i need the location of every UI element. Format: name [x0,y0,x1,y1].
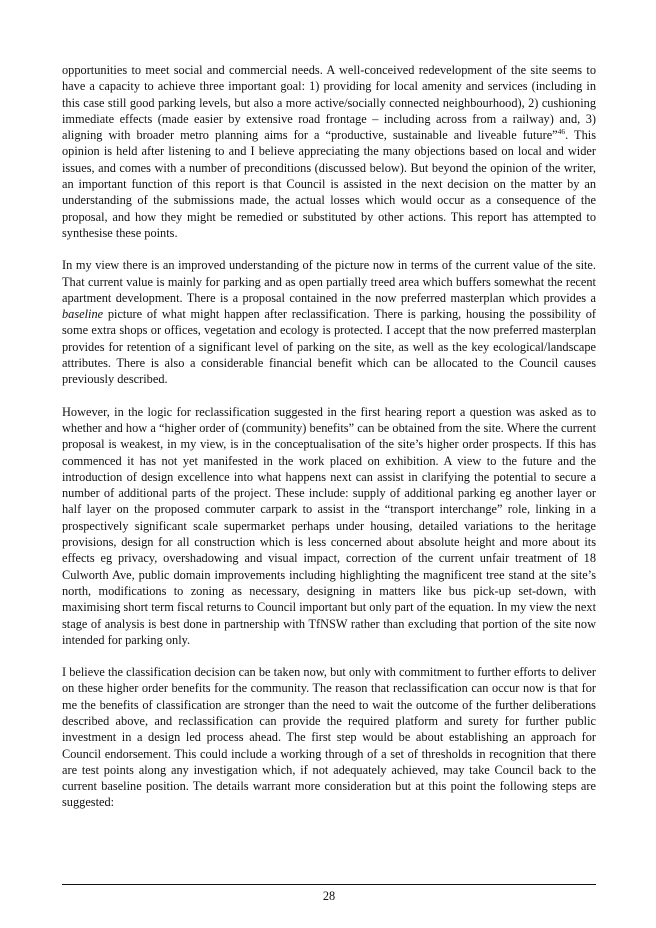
paragraph-2-emphasis-baseline: baseline [62,307,104,322]
document-page [62,62,596,827]
paragraph-1-text-b: . This opinion is held after listening to and I believe appreciating the many objections based on local and wider issues, and comes with a number of preconditions (discussed below). But beyond the opinion of the writer, an important function of this report is that Council is assisted in the next decision on the matter by an understanding of the submissions made, the actual losses which would occur as a consequence of the proposal, and how they might be remedied or substituted by other actions. This report has attempted to synthesise these points. [62,128,596,240]
paragraph-3: However, in the logic for reclassification suggested in the first hearing report a question was asked as to whether and how a “higher order of (community) benefits” can be obtained from the site. Where the current proposal is weakest, in my view, is in the conceptualisation of the site’s higher order prospects. If this has commenced it has not yet manifested in the work placed on exhibition. A view to the future and the introduction of design excellence into what happens next can assist in clarifying the potential to secure a number of additional parts of the project. These include: supply of additional parking eg another layer or half layer on the proposed commuter carpark to assist in the “transport interchange” role, linking in a prospectively significant scale supermarket perhaps under housing, detailed variations to the heritage provisions, design for all construction which is less concerned about absolute height and more about its effects eg privacy, overshadowing and visual impact, correction of the current unfair treatment of 18 Culworth Ave, public domain improvements including highlighting the magnificent tree stand at the site’s north, modifications to zoning as necessary, designing in matters like bus pick-up set-down, with maximising short term fiscal returns to Council important but only part of the equation. In my view the next stage of analysis is best done in partnership with TfNSW rather than excluding that portion of the site now intended for parking only. [62,404,596,647]
paragraph-2 [62,257,596,387]
paragraph-1 [62,62,596,241]
paragraph-2-text-a: In my view there is an improved understanding of the picture now in terms of the current value of the site. That current value is mainly for parking and as open partially treed area which buffers somewhat the recent apartment development. There is a proposal contained in the now preferred masterplan which provides a [62,258,596,305]
paragraph-2-text-b: picture of what might happen after reclassification. There is parking, housing the possibility of some extra shops or offices, vegetation and ecology is protected. I accept that the now preferred masterplan provides for retention of a significant level of parking on the site, as well as the key ecological/landscape attributes. There is also a considerable financial benefit which can be allocated to the Council causes previously described. [62,307,596,387]
footnote-reference-46[interactable]: 46 [557,127,566,137]
paragraph-4: I believe the classification decision can be taken now, but only with commitment to further efforts to deliver on these higher order benefits for the community. The reason that reclassification can occur now is that for me the benefits of classification are stronger than the need to wait the outcome of the further deliberations described above, and reclassification can provide the required platform and surety for further public investment in a design led process ahead. The first step would be about establishing an approach for Council endorsement. This could include a working through of a set of thresholds in recognition that there are test points along any investigation which, if not adequately achieved, may take Council back to the current baseline position. The details warrant more consideration but at this point the following steps are suggested: [62,665,596,810]
page-number: 28 [322,889,336,903]
paragraph-1-text-a: opportunities to meet social and commercial needs. A well-conceived redevelopment of the site seems to have a capacity to achieve three important goal: 1) providing for local amenity and services (including in this case still good parking levels, but also a more active/socially connected neighbourhood), 2) cushioning immediate effects (made easier by extensive road frontage – including across from a railway) and, 3) aligning with broader metro planning aims for a “productive, sustainable and liveable future” [62,63,596,143]
footer-divider [62,884,596,885]
